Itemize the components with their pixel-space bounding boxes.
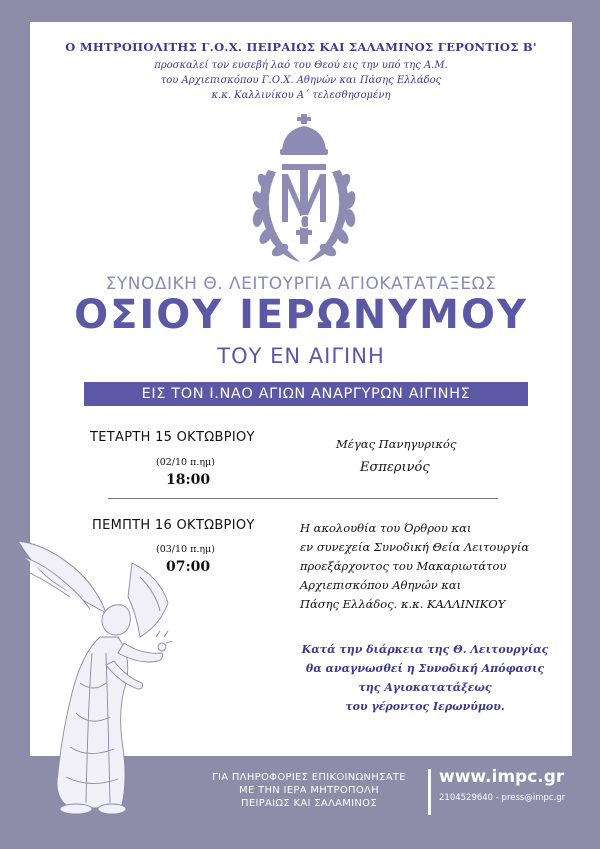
angel-drawing-icon <box>10 533 185 818</box>
header-line-1: Ο ΜΗΤΡΟΠΟΛΙΤΗΣ Γ.Ο.Χ. ΠΕΙΡΑΙΩΣ ΚΑΙ ΣΑΛΑΜΙΝΟΣ ΓΕΡΟΝΤΙΟΣ Β' <box>65 40 537 54</box>
event-1-desc-line-2: Εσπερινός <box>360 460 430 475</box>
service-subtitle: ΣΥΝΟΔΙΚΗ Θ. ΛΕΙΤΟΥΡΓΙΑ ΑΓΙΟΚΑΤΑΤΑΞΕΩΣ <box>105 274 497 294</box>
footer-contact: 2104529640 - press@impc.gr <box>439 793 566 803</box>
footer-separator <box>428 769 431 815</box>
divider-rule <box>108 498 498 499</box>
event-2-desc-line-3: προεξάρχοντος του Μακαριωτάτου <box>300 559 507 573</box>
event-2-old-date: (03/10 π.ημ) <box>156 544 215 555</box>
event-2-desc-line-1: Η ακολουθία του Όρθρου και <box>300 521 472 535</box>
website-link[interactable]: www.impc.gr <box>439 767 565 787</box>
footer-info-line-2: ΜΕ ΤΗΝ ΙΕΡΑ ΜΗΤΡΟΠΟΛΗ <box>239 785 379 796</box>
header <box>30 40 572 103</box>
closing-line-2: θα αναγνωσθεί η Συνοδική Απόφασις <box>305 662 545 675</box>
event-1-day: ΤΕΤΑΡΤΗ 15 ΟΚΤΩΒΡΙΟΥ <box>90 430 255 445</box>
event-1-time: 18:00 <box>166 472 211 488</box>
saint-name-title: ΟΣΙΟΥ ΙΕΡΩΝΥΜΟΥ <box>74 292 528 338</box>
svg-text:C: C <box>296 212 312 233</box>
event-2-desc-line-5: Πάσης Ελλάδος. κ.κ. ΚΑΛΛΙΝΙΚΟΥ <box>300 597 506 611</box>
event-2-desc-line-2: εν συνεχεία Συνοδική Θεία Λειτουργία <box>300 540 530 554</box>
event-2-desc <box>300 519 529 614</box>
footer-info <box>198 771 420 810</box>
footer-info-line-1: ΓΙΑ ΠΛΗΡΟΦΟΡΙΕΣ ΕΠΙΚΟΙΝΩΝΗΣΑΤΕ <box>212 772 406 783</box>
event-1-old-date: (02/10 π.ημ) <box>156 457 215 468</box>
header-line-3: του Αρχιεπισκόπου Γ.Ο.Χ. Αθηνών και Πάσης Ελλάδος <box>160 75 442 86</box>
closing-note <box>300 640 550 716</box>
event-2-time: 07:00 <box>166 559 211 575</box>
closing-line-3: της Αγιοκατατάξεως <box>358 681 492 694</box>
church-location-band: ΕΙΣ ΤΟΝ Ι.ΝΑΟ ΑΓΙΩΝ ΑΝΑΡΓΥΡΩΝ ΑΙΓΙΝΗΣ <box>84 382 528 406</box>
synod-emblem-icon <box>238 112 370 272</box>
saint-location-title: ΤΟΥ ΕΝ ΑΙΓΙΝΗ <box>217 344 385 368</box>
closing-line-4: του γέροντος Ιερωνύμου. <box>345 700 505 713</box>
closing-line-1: Κατά την διάρκεια της Θ. Λειτουργίας <box>301 643 549 656</box>
event-2-day: ΠΕΜΠΤΗ 16 ΟΚΤΩΒΡΙΟΥ <box>92 518 255 533</box>
header-line-4: κ.κ. Καλλινίκου Α΄ τελεσθησομένη <box>211 90 391 101</box>
footer-info-line-3: ΠΕΙΡΑΙΩΣ ΚΑΙ ΣΑΛΑΜΙΝΟΣ <box>241 798 377 809</box>
event-1-desc-line-1: Μέγας Πανηγυρικός <box>336 437 457 451</box>
header-line-2: προσκαλεί τον ευσεβή λαό του Θεού εις την υπό της Α.Μ. <box>154 60 448 71</box>
event-2-desc-line-4: Αρχιεπισκόπου Αθηνών και <box>300 578 462 592</box>
